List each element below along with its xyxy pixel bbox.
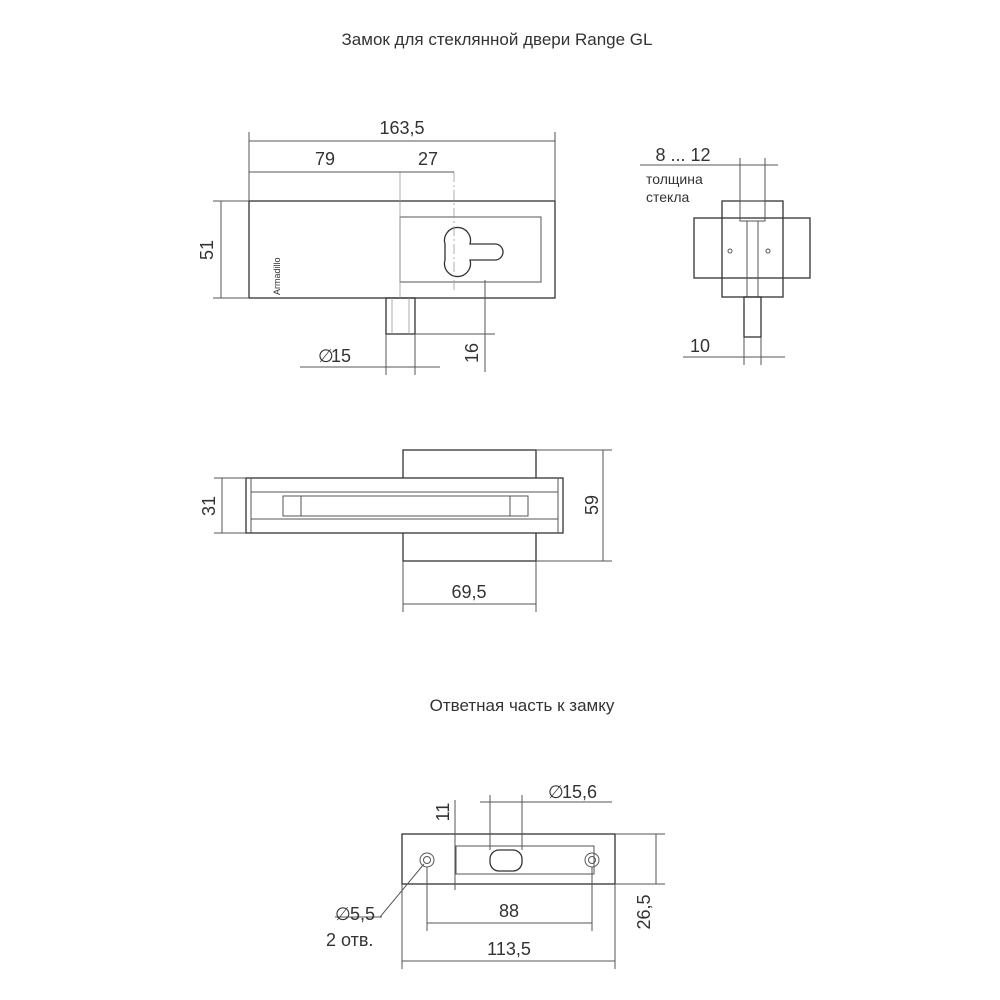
dim-59: 59: [582, 494, 602, 516]
lock-body: [249, 201, 555, 298]
cylinder-plate: [400, 217, 541, 282]
side-bolt: [744, 297, 761, 337]
dim-dia-5-5: 5,5: [350, 904, 376, 924]
dim-79: 79: [314, 149, 336, 169]
bolt: [386, 298, 415, 334]
mount-hole-left: [420, 853, 434, 867]
holes-note: 2 отв.: [326, 930, 374, 950]
note-thickness: толщина: [646, 171, 703, 187]
top-body: [246, 478, 563, 533]
strike-slot: [490, 850, 522, 871]
diameter-icon-3: ∅: [335, 904, 351, 924]
mount-hole-right: [585, 853, 599, 867]
dim-31: 31: [199, 495, 219, 517]
dim-27: 27: [417, 149, 439, 169]
dim-total-width: 163,5: [379, 118, 425, 138]
top-view: [199, 450, 612, 612]
dim-51: 51: [197, 239, 217, 261]
dim-26-5: 26,5: [634, 894, 654, 930]
note-glass: стекла: [646, 189, 690, 205]
strike-plate-view: [326, 782, 665, 969]
dim-88: 88: [498, 901, 520, 921]
brand-logo: Armadillo: [272, 257, 282, 295]
strike-title: Ответная часть к замку: [429, 696, 615, 715]
strike-recess: [456, 846, 594, 874]
dim-10: 10: [689, 336, 711, 356]
front-view: [197, 118, 555, 375]
dim-11: 11: [433, 802, 453, 822]
dim-dia-15-6: 15,6: [562, 782, 598, 802]
dim-16: 16: [462, 342, 482, 364]
diameter-icon: ∅: [318, 346, 334, 366]
side-view: [640, 145, 810, 365]
dim-69-5: 69,5: [451, 582, 487, 602]
dim-glass-range: 8 ... 12: [655, 145, 711, 165]
dim-113-5: 113,5: [487, 939, 531, 959]
dim-dia-15: 15: [331, 346, 352, 366]
side-clamp: [694, 218, 810, 278]
diameter-icon-2: ∅: [548, 782, 564, 802]
main-title: Замок для стеклянной двери Range GL: [341, 30, 653, 49]
keyhole-icon: [444, 227, 503, 276]
